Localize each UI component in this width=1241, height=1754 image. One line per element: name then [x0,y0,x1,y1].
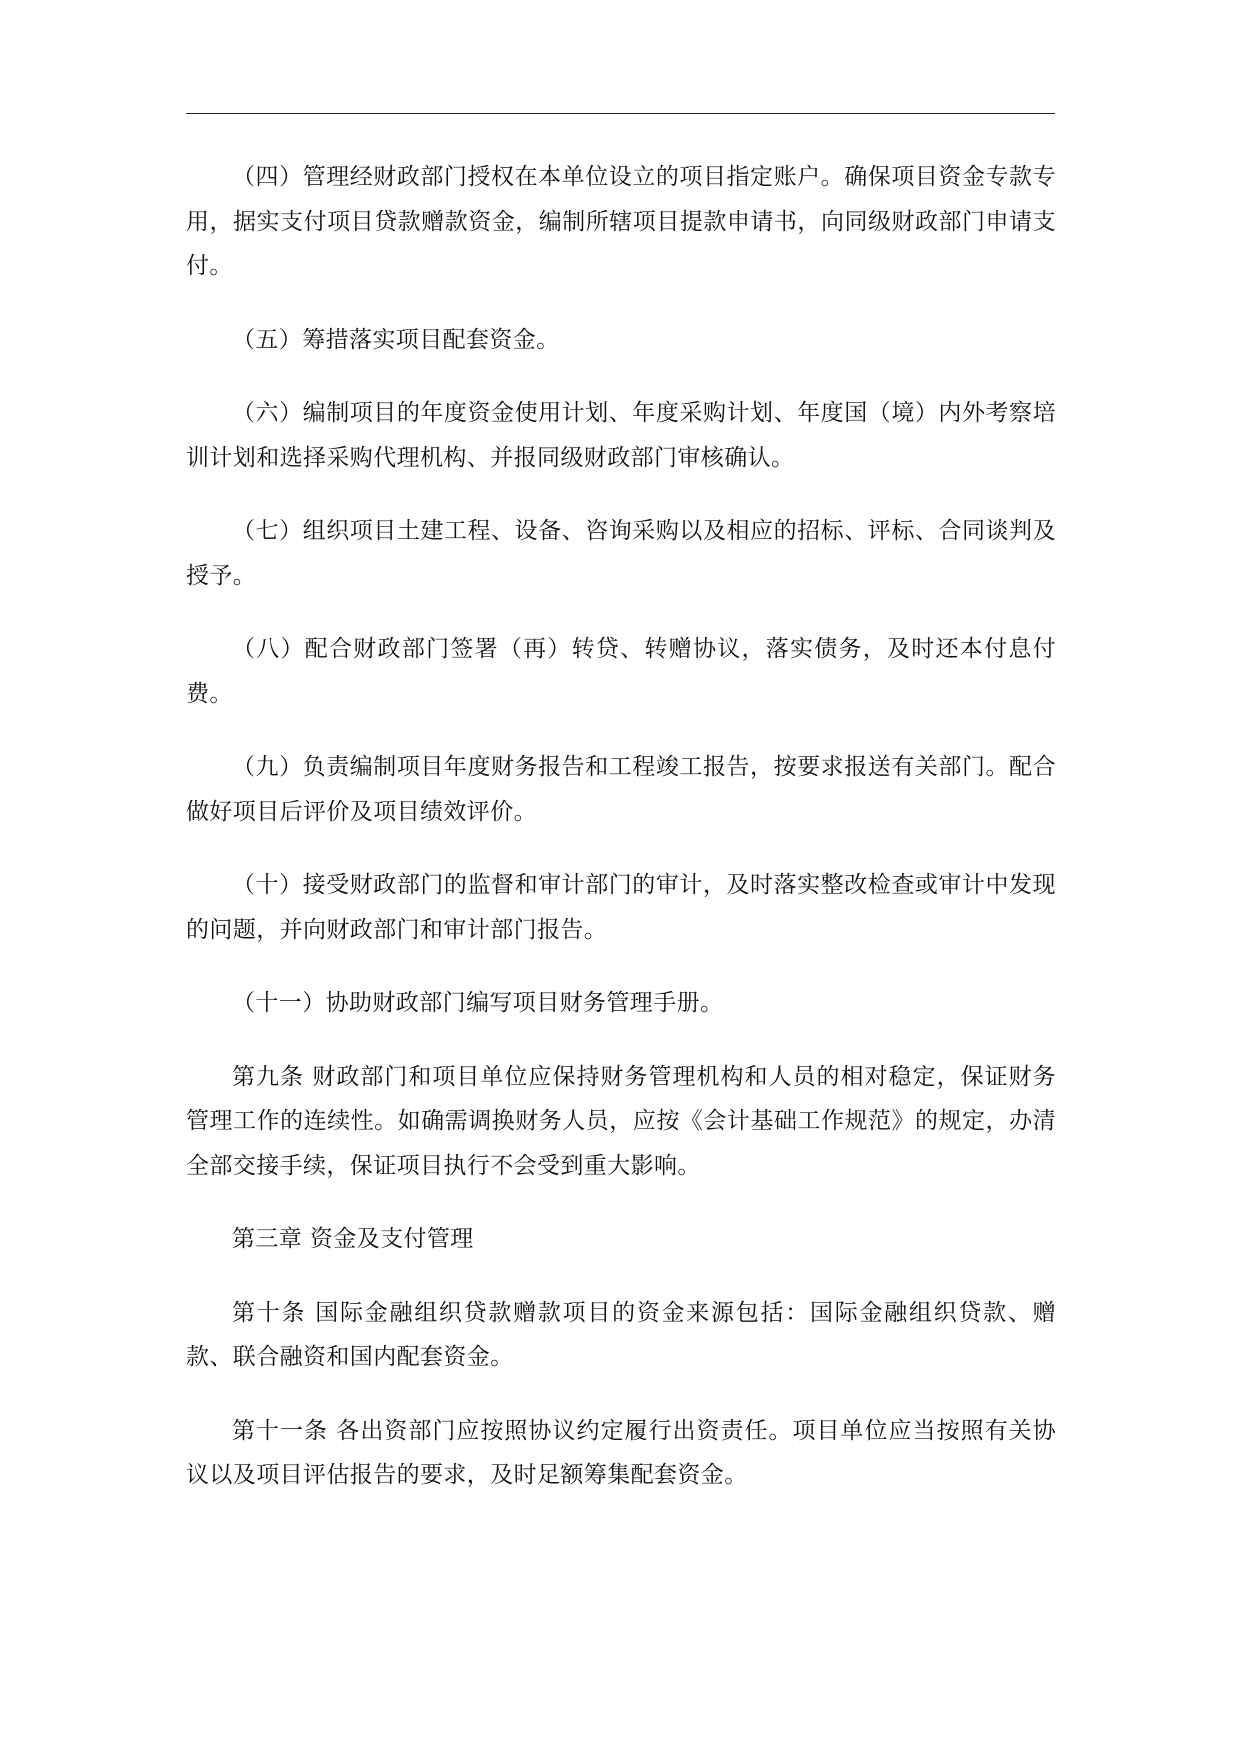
article-10: 第十条 国际金融组织贷款赠款项目的资金来源包括：国际金融组织贷款、赠款、联合融资和国内配套资金。 [186,1299,1056,1370]
article-11: 第十一条 各出资部门应按照协议约定履行出资责任。项目单位应当按照有关协议以及项目评估报告的要求，及时足额筹集配套资金。 [186,1417,1056,1488]
document-body [186,155,1056,1527]
paragraph-item-4: （四）管理经财政部门授权在本单位设立的项目指定账户。确保项目资金专款专用，据实支付项目贷款赠款资金，编制所辖项目提款申请书，向同级财政部门申请支付。 [186,164,1056,279]
article-9: 第九条 财政部门和项目单位应保持财务管理机构和人员的相对稳定，保证财务管理工作的连续性。如确需调换财务人员，应按《会计基础工作规范》的规定，办清全部交接手续，保证项目执行不会受到重大影响。 [186,1063,1056,1179]
chapter-3-heading: 第三章 资金及支付管理 [232,1226,474,1252]
paragraph-item-11: （十一）协助财政部门编写项目财务管理手册。 [232,990,724,1016]
paragraph-item-5: （五）筹措落实项目配套资金。 [232,326,560,353]
paragraph-item-6: （六）编制项目的年度资金使用计划、年度采购计划、年度国（境）内外考察培训计划和选择采购代理机构、并报同级财政部门审核确认。 [186,400,1056,471]
paragraph-item-7: （七）组织项目土建工程、设备、咨询采购以及相应的招标、评标、合同谈判及授予。 [186,518,1056,589]
paragraph-item-8: （八）配合财政部门签署（再）转贷、转赠协议，落实债务，及时还本付息付费。 [186,636,1056,707]
paragraph-item-9: （九）负责编制项目年度财务报告和工程竣工报告，按要求报送有关部门。配合做好项目后评价及项目绩效评价。 [186,754,1056,825]
header-rule [186,113,1055,114]
paragraph-item-10: （十）接受财政部门的监督和审计部门的审计，及时落实整改检查或审计中发现的问题，并向财政部门和审计部门报告。 [186,872,1056,943]
